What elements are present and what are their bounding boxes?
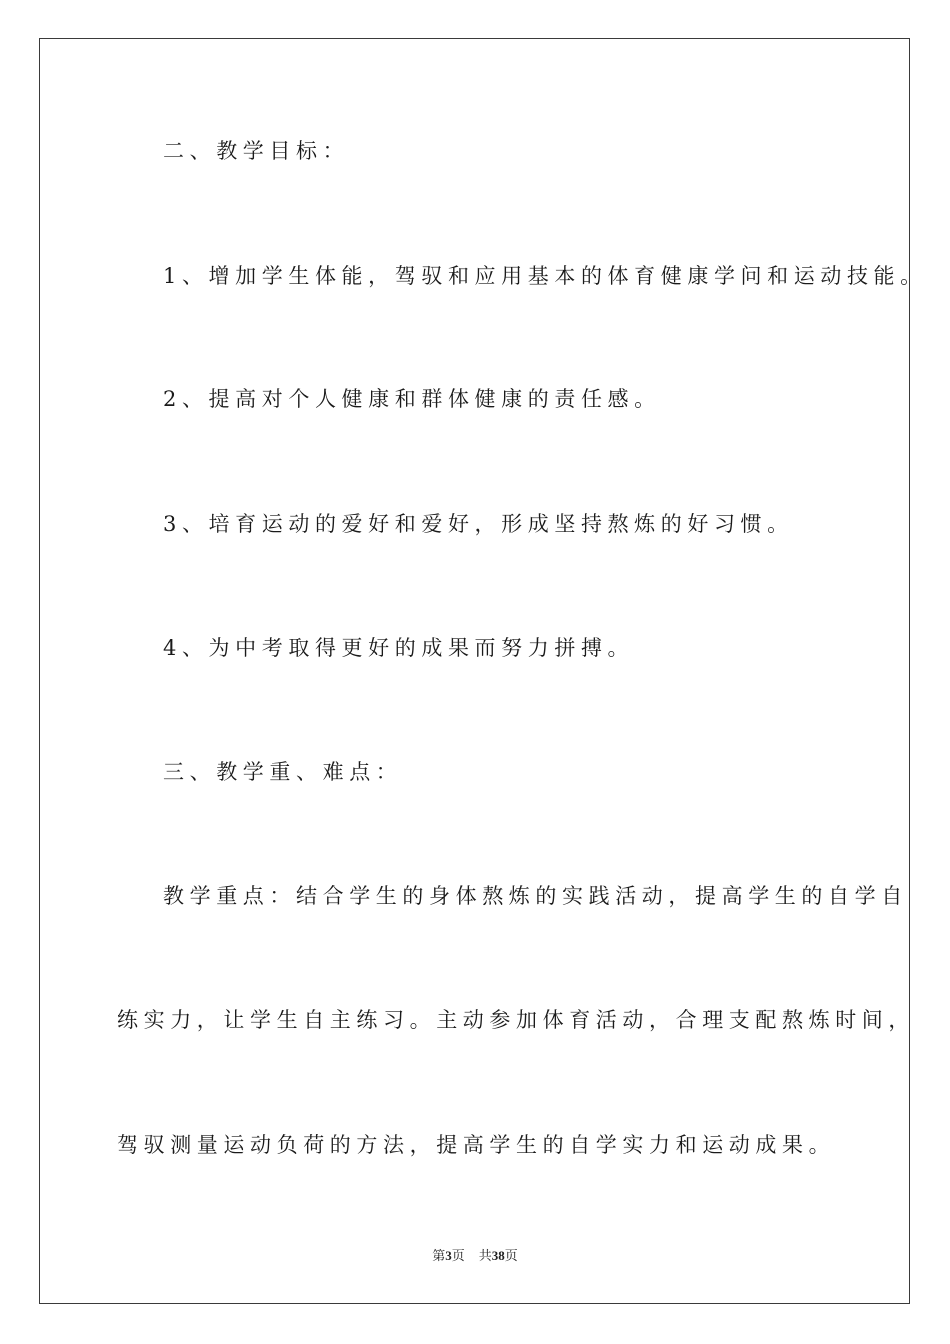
total-prefix: 共 xyxy=(478,1248,492,1263)
objective-item-3: 3、培育运动的爱好和爱好，形成坚持熬炼的好习惯。 xyxy=(163,512,794,536)
page-border xyxy=(39,38,910,1304)
key-points-paragraph-line-3: 驾驭测量运动负荷的方法，提高学生的自学实力和运动成果。 xyxy=(117,1133,836,1157)
section-heading-key-points: 三、教学重、难点： xyxy=(163,760,403,784)
key-points-paragraph-line-1: 教学重点：结合学生的身体熬炼的实践活动，提高学生的自学自 xyxy=(163,884,908,908)
objective-item-4: 4、为中考取得更好的成果而努力拼搏。 xyxy=(163,636,635,660)
total-pages: 38 xyxy=(491,1248,505,1263)
section-heading-objectives: 二、教学目标： xyxy=(163,139,350,163)
key-points-paragraph-line-2: 练实力，让学生自主练习。主动参加体育活动，合理支配熬炼时间， xyxy=(117,1008,915,1032)
objective-item-1: 1、增加学生体能，驾驭和应用基本的体育健康学问和运动技能。 xyxy=(163,264,927,288)
page-number: 3 xyxy=(445,1248,452,1263)
objective-item-2: 2、提高对个人健康和群体健康的责任感。 xyxy=(163,387,661,411)
page-footer xyxy=(0,1247,950,1265)
page-prefix: 第 xyxy=(432,1248,446,1263)
total-suffix: 页 xyxy=(504,1248,518,1263)
page-suffix: 页 xyxy=(451,1248,465,1263)
